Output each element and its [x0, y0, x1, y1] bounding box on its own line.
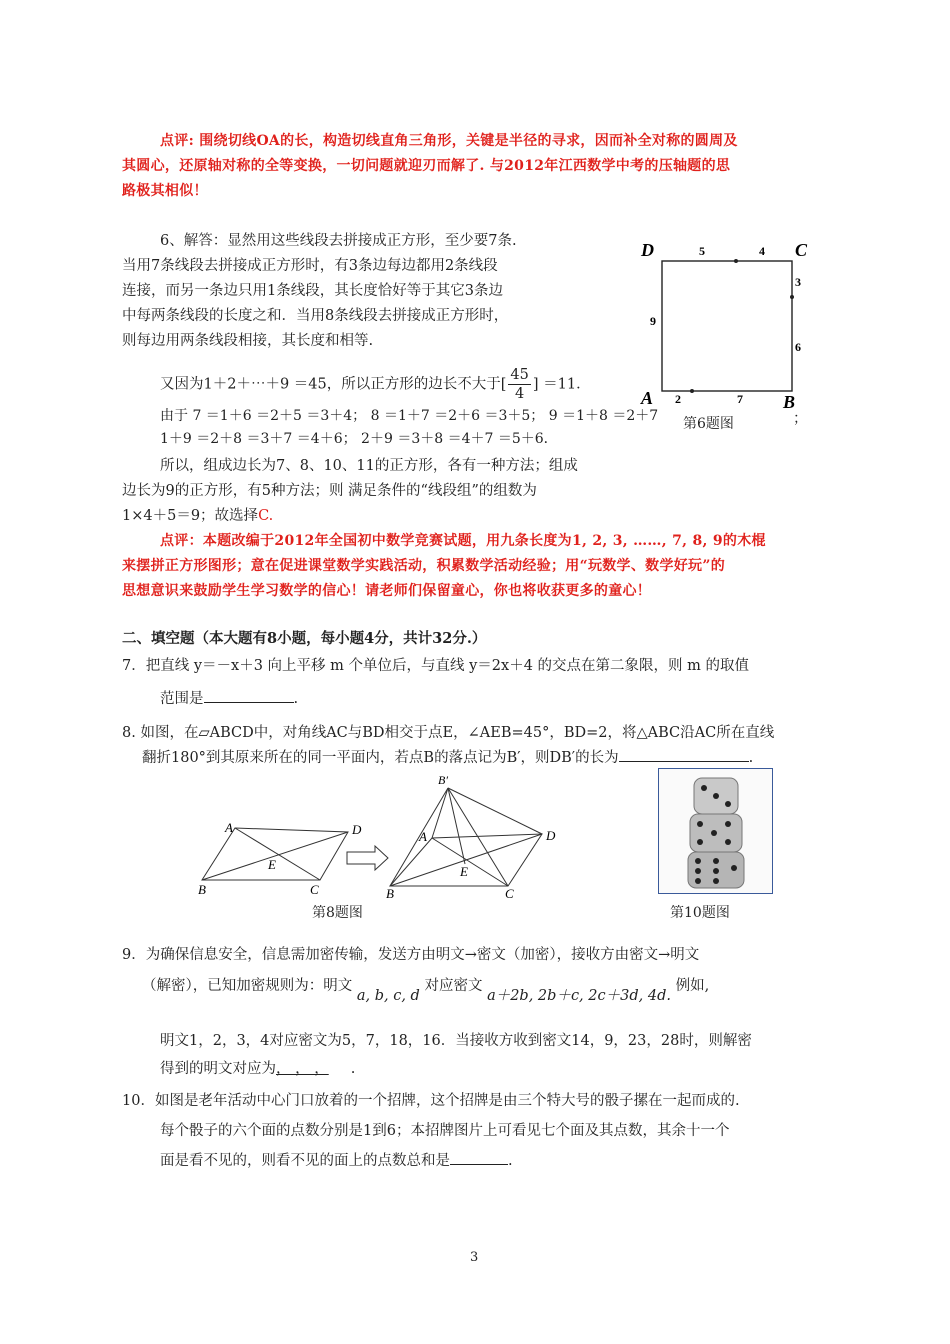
q8-answer-blank[interactable]	[619, 761, 749, 762]
folded-diagonal-ac	[432, 838, 508, 886]
q6-answer: C.	[258, 508, 274, 524]
q7-line2-end: .	[293, 691, 299, 707]
q8-line1: 8. 如图，在▱ABCD中，对角线AC与BD相交于点E，∠AEB=45°，BD=2，将△ABC沿AC所在直线	[122, 725, 775, 741]
q6-line3: 连接，而另一条边只用1条线段，其长度恰好等于其它3条边	[122, 283, 503, 299]
seg-left-9: 9	[650, 314, 656, 328]
label-B: B	[783, 392, 796, 412]
seg-right-3: 3	[795, 275, 801, 289]
fraction-numerator: 45	[510, 367, 529, 383]
q6-line1: 6、解答：显然用这些线段去拼接成正方形，至少要7条.	[160, 233, 517, 249]
diagonal-bd	[202, 832, 348, 880]
parallelogram-abcd	[202, 828, 348, 880]
q10-line2: 每个骰子的六个面的点数分别是1到6；本招牌图片上可看见七个面及其点数，其余十一个	[160, 1123, 730, 1139]
q6-line5: 则每边用两条线段相接，其长度和相等.	[122, 333, 374, 349]
comment1-line2: 其圆心，还原轴对称的全等变换，一切问题就迎刃而解了. 与2012年江西数学中考的压轴题的思	[122, 158, 731, 174]
q6-line6	[160, 366, 591, 403]
q10-line3-text: 面是看不见的，则看不见的面上的点数总和是	[160, 1153, 450, 1169]
q10-dice-photo	[658, 768, 773, 894]
left-label-E: E	[268, 857, 276, 872]
fraction-denominator: 4	[515, 386, 525, 402]
q6-line4: 中每两条线段的长度之和．当用8条线段去拼接成正方形时，	[122, 308, 509, 324]
q7-line1: 7．把直线 y＝－x＋3 向上平移 m 个单位后，与直线 y＝2x＋4 的交点在第二象限，则 m 的取值	[122, 658, 750, 674]
q9-line4	[160, 1058, 355, 1080]
seg-bottom-7: 7	[737, 392, 743, 406]
square-outline	[662, 261, 792, 391]
right-label-B: B	[386, 886, 394, 900]
right-division-point	[790, 295, 794, 299]
q6-line7-end: ；	[793, 411, 808, 427]
line-bprime-a	[432, 788, 448, 838]
comment2-line2: 来摆拼正方形图形；意在促进课堂数学实践活动，积累数学活动经验；用“玩数学、数学好玩”的	[122, 558, 726, 574]
q10-line3-end: .	[508, 1153, 513, 1169]
q8-line2-end: .	[748, 750, 754, 766]
page-number: 3	[470, 1250, 479, 1265]
label-D: D	[641, 240, 654, 260]
q9-answer-blanks[interactable]: ， ， ，	[276, 1061, 329, 1077]
seg-right-6: 6	[795, 340, 801, 354]
q9-line4-text: 得到的明文对应为	[160, 1061, 276, 1077]
q6-line6-text: 又因为1＋2＋⋯＋9 ＝45，所以正方形的边长不大于[	[160, 376, 507, 393]
comment2-line3: 思想意识来鼓励学生学习数学的信心！请老师们保留童心，你也将收获更多的童心！	[122, 583, 652, 599]
q10-line3	[160, 1150, 513, 1172]
q9-line2-end: 例如,	[675, 978, 710, 994]
q9-ciphertext: a＋2b, 2b＋c, 2c＋3d, 4d.	[487, 988, 671, 1004]
q6-line7: 由于 7 ＝1＋6 ＝2＋5 ＝3＋4； 8 ＝1＋7 ＝2＋6 ＝3＋5； 9 ＝1＋8 ＝2＋7	[160, 408, 659, 424]
q9-plaintext: a, b, c, d	[356, 988, 420, 1004]
q7-line2-text: 范围是	[160, 691, 204, 707]
q7-answer-blank[interactable]	[204, 702, 294, 703]
right-label-E: E	[460, 864, 468, 879]
q6-line6-end: ] ＝11．	[532, 376, 591, 393]
diagonal-ac	[235, 828, 320, 880]
label-C: C	[795, 240, 808, 260]
comment2-line1: 点评：本题改编于2012年全国初中数学竞赛试题，用九条长度为1, 2, 3, ……, 7, 8, 9的木棍	[160, 533, 766, 549]
q10-figure-caption: 第10题图	[670, 905, 730, 921]
left-label-A: A	[225, 820, 233, 835]
seg-top-4: 4	[759, 244, 765, 258]
q6-square-figure	[635, 232, 815, 417]
right-label-D: D	[546, 828, 556, 843]
q9-line2-mid: 对应密文	[424, 978, 483, 994]
q6-line10: 边长为9的正方形，有5种方法；则 满足条件的“线段组”的组数为	[122, 483, 537, 499]
q8-line2	[142, 747, 753, 769]
left-label-D: D	[352, 822, 362, 837]
section2-title: 二、填空题（本大题有8小题，每小题4分，共计32分.）	[122, 630, 487, 647]
q9-line1: 9．为确保信息安全，信息需加密传输，发送方由明文→密文（加密），接收方由密文→明文	[122, 947, 700, 963]
q9-line3: 明文1，2，3，4对应密文为5，7，18，16．当接收方收到密文14，9，23，28时，则解密	[160, 1033, 752, 1049]
seg-top-5: 5	[699, 244, 705, 258]
right-label-A: A	[419, 829, 427, 844]
arrow-icon	[347, 846, 388, 870]
label-A: A	[641, 388, 654, 408]
seg-bottom-2: 2	[675, 392, 681, 406]
q10-answer-blank[interactable]	[450, 1164, 508, 1165]
top-division-point	[734, 259, 738, 263]
q6-figure-caption: 第6题图	[683, 416, 734, 432]
right-label-Bprime: B′	[438, 773, 448, 787]
line-bprime-e	[448, 788, 465, 864]
left-label-B: B	[198, 882, 206, 897]
q6-line11	[122, 505, 273, 527]
q8-line2-text: 翻折180°到其原来所在的同一平面内，若点B的落点记为B′，则DB′的长为	[142, 750, 619, 766]
right-label-C: C	[505, 886, 514, 900]
q8-parallelogram-figure	[190, 770, 570, 900]
left-label-C: C	[310, 882, 319, 897]
q7-line2	[160, 688, 298, 710]
q6-line11-text: 1×4＋5＝9；故选择	[122, 508, 259, 524]
q8-figure-caption: 第8题图	[312, 905, 363, 921]
fraction	[508, 366, 530, 403]
comment1-line3: 路极其相似！	[122, 183, 208, 199]
q6-line9: 所以，组成边长为7、8、10、11的正方形，各有一种方法；组成	[160, 458, 578, 474]
q9-line2	[142, 975, 710, 1004]
q6-line8: 1＋9 ＝2＋8 ＝3＋7 ＝4＋6； 2＋9 ＝3＋8 ＝4＋7 ＝5＋6．	[160, 431, 558, 447]
q9-line2-text: （解密），已知加密规则为：明文	[142, 978, 353, 994]
q6-line2: 当用7条线段去拼接成正方形时，有3条边每边都用2条线段	[122, 258, 498, 274]
q9-line4-end: .	[350, 1061, 356, 1077]
bottom-division-point	[690, 389, 694, 393]
comment1-line1: 点评: 围绕切线OA的长，构造切线直角三角形，关键是半径的寻求，因而补全对称的圆周及	[160, 133, 738, 149]
q10-line1: 10．如图是老年活动中心门口放着的一个招牌，这个招牌是由三个特大号的骰子摞在一起而成的.	[122, 1093, 740, 1109]
